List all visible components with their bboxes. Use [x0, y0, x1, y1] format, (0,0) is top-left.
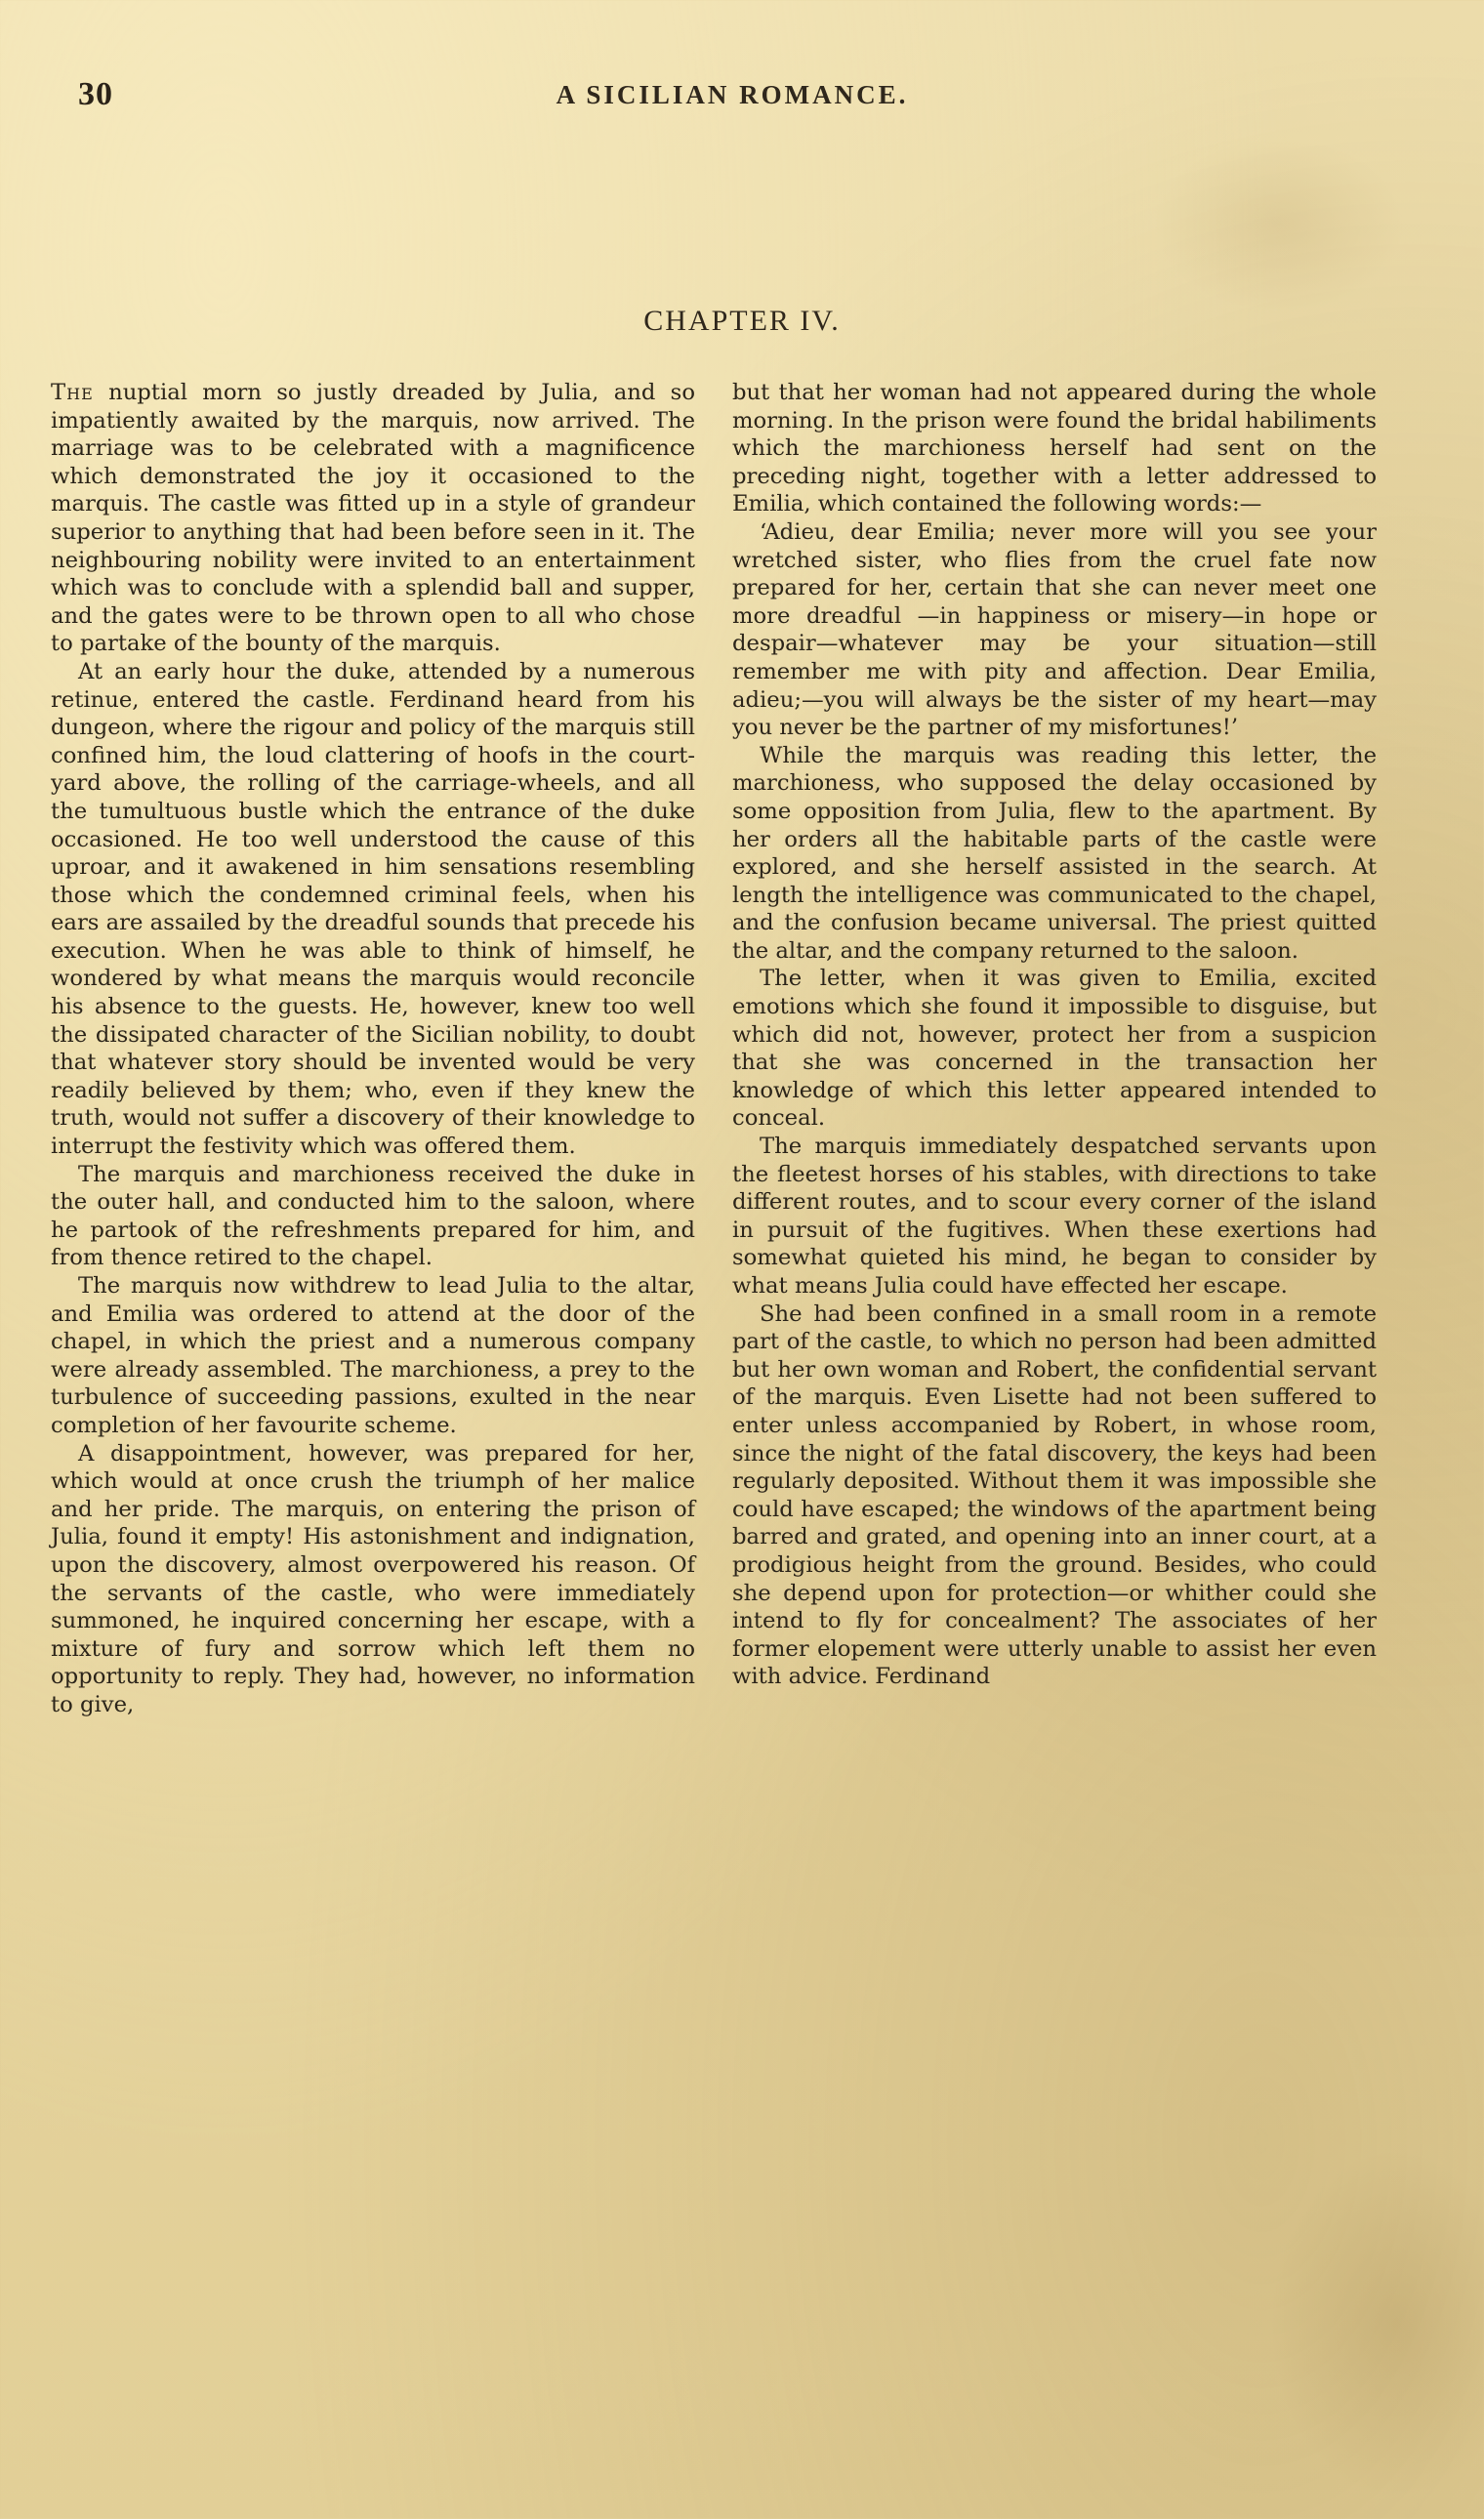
- paragraph: She had been confined in a small room in a remote part of the castle, to which no person had been admitted but her own woman and Robert, the confidential servant of the marquis. Even Lisette had not been suffered to enter unless accompanied by Robert, in whose room, since the night of the fatal discovery, the keys had been regularly deposited. Without them it was impossible she could have escaped; the windows of the apartment being barred and grated, and opening into an inner court, at a prodigious height from the ground. Besides, who could she depend upon for protection—or whither could she intend to fly for concealment? The associates of her former elopement were utterly unable to assist her even with advice. Ferdinand: [732, 1301, 1377, 1690]
- paragraph: While the marquis was reading this letter, the marchioness, who supposed the delay occasioned by some opposition from Julia, flew to the apartment. By her orders all the habitable parts of the castle were explored, and she herself assisted in the search. At length the intelligence was communicated to the chapel, and the confusion became universal. The priest quitted the altar, and the company returned to the saloon.: [732, 742, 1377, 964]
- paragraph: The marquis immediately despatched servants upon the fleetest horses of his stables, with directions to take different routes, and to scour every corner of the island in pursuit of the fugitives. When these exertions had somewhat quieted his mind, he began to consider by what means Julia could have effected her escape.: [732, 1134, 1377, 1299]
- paragraph: but that her woman had not appeared during the whole morning. In the prison were found the bridal habiliments which the marchioness herself had sent on the preceding night, together with a letter addressed to Emilia, which contained the following words:—: [732, 380, 1377, 517]
- paragraph: The letter, when it was given to Emilia, excited emotions which she found it impossible to disguise, but which did not, however, protect her from a suspicion that she was concerned in the transaction her knowledge of which this letter appeared intended to conceal.: [732, 966, 1377, 1132]
- right-column: [732, 379, 1377, 1691]
- paragraph: At an early hour the duke, attended by a numerous retinue, entered the castle. Ferdinand heard from his dungeon, where the rigour and policy of the marquis still confined him, the loud clattering of hoofs in the court-yard above, the rolling of the carriage-wheels, and all the tumultuous bustle which the entrance of the duke occasioned. He too well understood the cause of this uproar, and it awakened in him sensations resembling those which the condemned criminal feels, when his ears are assailed by the dreadful sounds that precede his execution. When he was able to think of himself, he wondered by what means the marquis would reconcile his absence to the guests. He, however, knew too well the dissipated character of the Sicilian nobility, to doubt that whatever story should be invented would be very readily believed by them; who, even if they knew the truth, would not suffer a discovery of their knowledge to interrupt the festivity which was offered them.: [51, 658, 695, 1160]
- paragraph-text: nuptial morn so justly dreaded by Julia, and so impatiently awaited by the marquis, now arrived. The marriage was to be celebrated with a magnificence which demonstrated the joy it occasioned to the marquis. The castle was fitted up in a style of grandeur superior to anything that had been before seen in it. The neighbouring nobility were invited to an entertainment which was to conclude with a splendid ball and supper, and the gates were to be thrown open to all who chose to partake of the bounty of the marquis.: [51, 380, 695, 657]
- paragraph: The marquis now withdrew to lead Julia to the altar, and Emilia was ordered to attend at the door of the chapel, in which the priest and a numerous company were already assembled. The marchioness, a prey to the turbulence of succeeding passions, exulted in the near completion of her favourite scheme.: [51, 1273, 695, 1438]
- page-header: [78, 76, 1386, 115]
- paper-stain: [1269, 2148, 1484, 2499]
- running-title: A SICILIAN ROMANCE.: [556, 80, 909, 109]
- chapter-title: CHAPTER IV.: [643, 305, 841, 337]
- paragraph: The marquis and marchioness received the duke in the outer hall, and conducted him to the saloon, where he partook of the refreshments prepared for him, and from thence retired to the chapel.: [51, 1161, 695, 1271]
- page-number: 30: [78, 76, 113, 112]
- left-column: [51, 379, 695, 1719]
- letter-quote: ‘Adieu, dear Emilia; never more will you see your wretched sister, who flies from the cruel fate now prepared for her, certain that she can never meet one more dreadful —in happiness or misery—in hope or despair—whatever may be your situation—still remember me with pity and affection. Dear Emilia, adieu;—you will always be the sister of my heart—may you never be the partner of my misfortunes!’: [732, 518, 1377, 741]
- paragraph: [51, 379, 695, 658]
- paper-stain: [1152, 137, 1406, 312]
- paragraph: A disappointment, however, was prepared for her, which would at once crush the triumph of her malice and her pride. The marquis, on entering the prison of Julia, found it empty! His astonishment and indignation, upon the discovery, almost overpowered his reason. Of the servants of the castle, who were immediately summoned, he inquired concerning her escape, with a mixture of fury and sorrow which left them no opportunity to reply. They had, however, no information to give,: [51, 1440, 695, 1717]
- drop-lead-word: The: [51, 380, 94, 405]
